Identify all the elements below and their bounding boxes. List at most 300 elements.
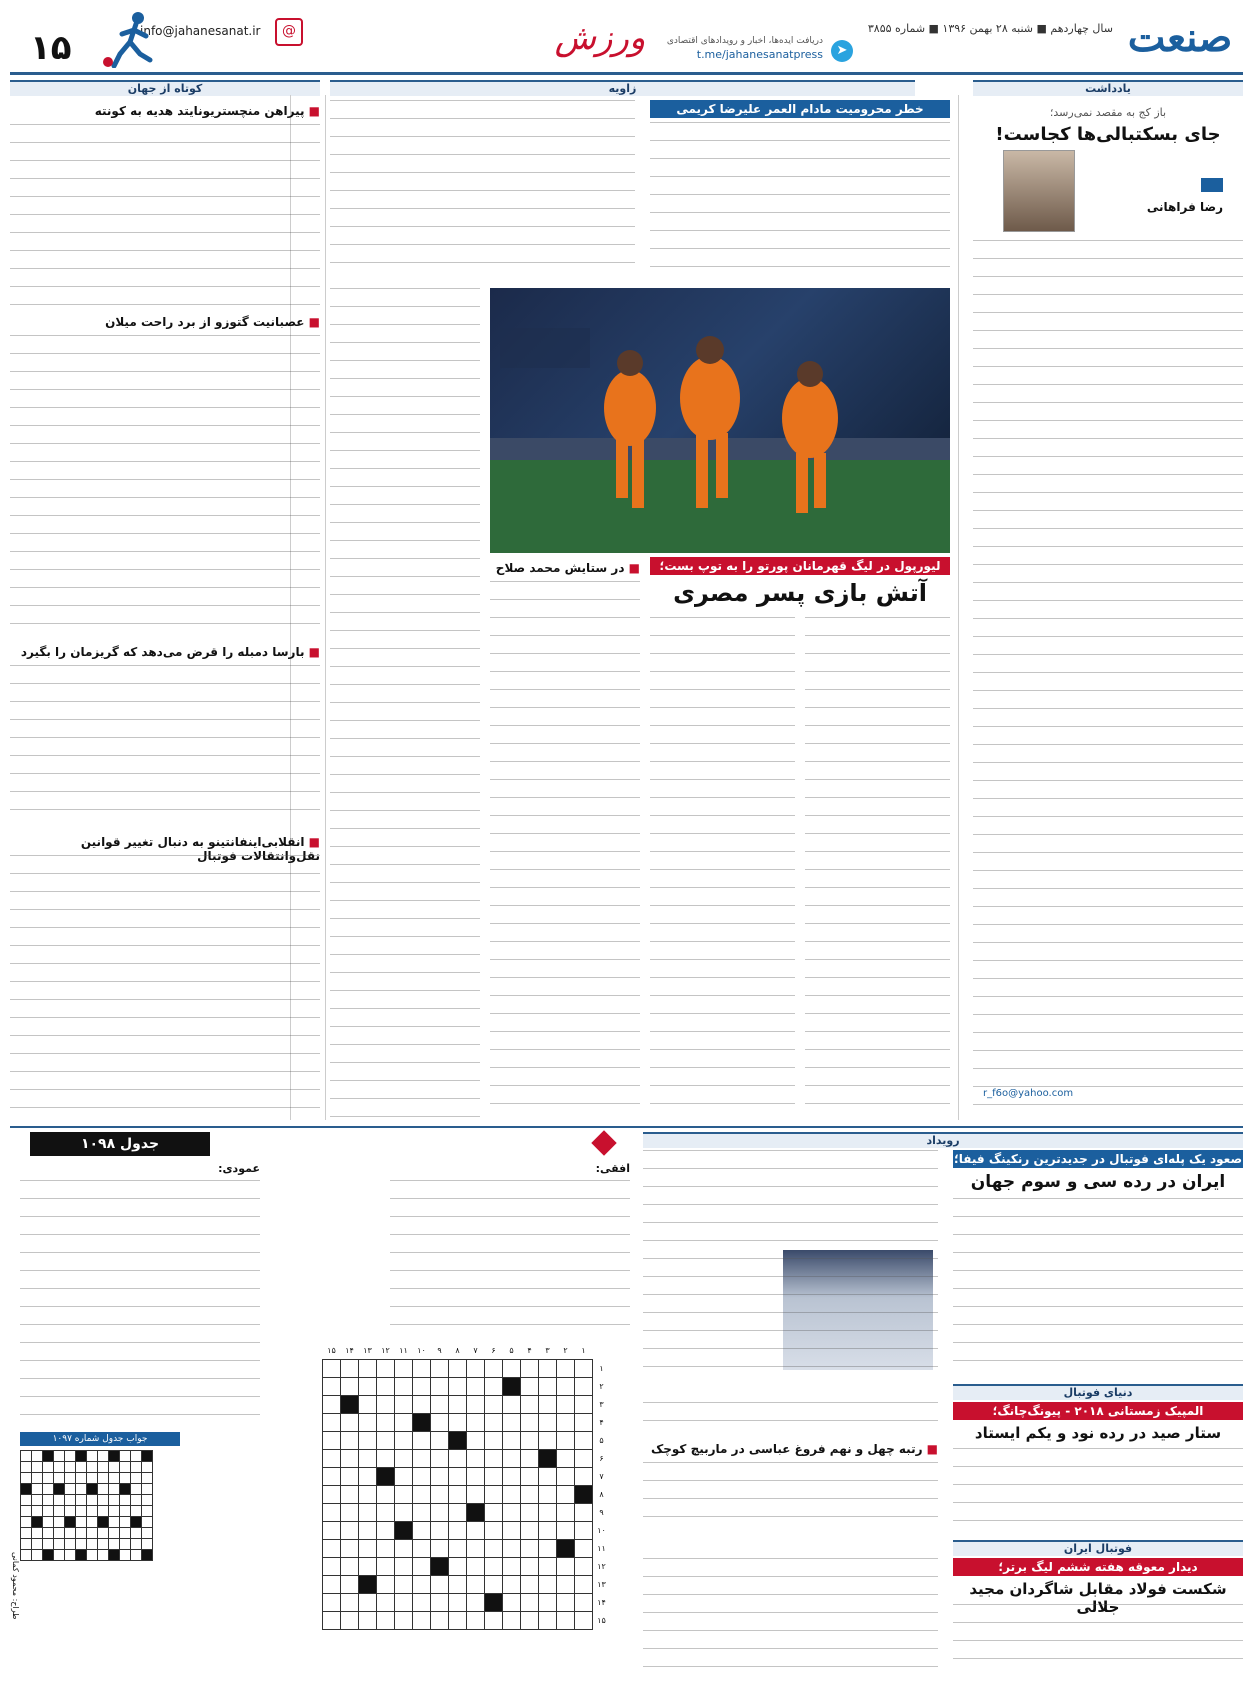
grid-cell[interactable] xyxy=(341,1378,359,1396)
grid-cell[interactable] xyxy=(467,1522,485,1540)
answer-cell xyxy=(120,1495,131,1506)
grid-cell[interactable] xyxy=(485,1558,503,1576)
grid-cell[interactable] xyxy=(485,1486,503,1504)
grid-cell[interactable] xyxy=(377,1414,395,1432)
grid-cell[interactable] xyxy=(341,1594,359,1612)
answer-cell xyxy=(21,1462,32,1473)
grid-cell[interactable] xyxy=(503,1522,521,1540)
grid-cell[interactable] xyxy=(377,1522,395,1540)
grid-cell[interactable] xyxy=(503,1558,521,1576)
grid-cell[interactable] xyxy=(341,1612,359,1630)
grid-cell[interactable] xyxy=(539,1360,557,1378)
grid-cell[interactable] xyxy=(521,1468,539,1486)
grid-cell xyxy=(485,1594,503,1612)
answer-cell xyxy=(76,1550,87,1561)
grid-cell[interactable] xyxy=(557,1486,575,1504)
grid-cell[interactable] xyxy=(431,1594,449,1612)
grid-cell[interactable] xyxy=(557,1504,575,1522)
grid-cell[interactable] xyxy=(557,1594,575,1612)
grid-cell[interactable] xyxy=(377,1378,395,1396)
grid-cell[interactable] xyxy=(449,1360,467,1378)
grid-cell[interactable] xyxy=(485,1432,503,1450)
grid-cell[interactable] xyxy=(521,1396,539,1414)
grid-cell[interactable] xyxy=(323,1414,341,1432)
grid-cell[interactable] xyxy=(395,1378,413,1396)
grid-cell[interactable] xyxy=(395,1432,413,1450)
grid-cell[interactable] xyxy=(413,1594,431,1612)
grid-cell[interactable] xyxy=(503,1594,521,1612)
grid-cell[interactable] xyxy=(521,1486,539,1504)
bullet-icon: ■ xyxy=(304,645,320,659)
world-column xyxy=(10,100,320,1120)
grid-cell[interactable] xyxy=(395,1612,413,1630)
answer-cell xyxy=(21,1506,32,1517)
answer-cell xyxy=(109,1550,120,1561)
iran-football-bar: دیدار معوقه هفته ششم لیگ برتر؛ xyxy=(953,1558,1243,1576)
grid-cell[interactable] xyxy=(575,1450,593,1468)
answer-cell xyxy=(142,1539,153,1550)
grid-cell[interactable] xyxy=(341,1540,359,1558)
answer-row xyxy=(21,1451,153,1462)
grid-cell[interactable] xyxy=(395,1504,413,1522)
grid-cell[interactable] xyxy=(575,1522,593,1540)
corner-block xyxy=(330,100,950,280)
grid-cell[interactable] xyxy=(323,1450,341,1468)
grid-cell[interactable] xyxy=(539,1432,557,1450)
grid-cell[interactable] xyxy=(395,1468,413,1486)
grid-cell[interactable] xyxy=(539,1486,557,1504)
grid-cell[interactable] xyxy=(521,1612,539,1630)
grid-cell[interactable] xyxy=(485,1522,503,1540)
grid-cell[interactable] xyxy=(539,1378,557,1396)
grid-cell[interactable] xyxy=(431,1360,449,1378)
grid-cell[interactable] xyxy=(557,1558,575,1576)
grid-cell[interactable] xyxy=(449,1522,467,1540)
answer-cell xyxy=(54,1517,65,1528)
grid-cell[interactable] xyxy=(323,1504,341,1522)
grid-cell xyxy=(413,1414,431,1432)
grid-cell[interactable] xyxy=(485,1450,503,1468)
grid-cell[interactable] xyxy=(521,1558,539,1576)
grid-cell[interactable] xyxy=(323,1612,341,1630)
answer-cell xyxy=(21,1451,32,1462)
grid-cell[interactable] xyxy=(341,1432,359,1450)
answer-cell xyxy=(21,1517,32,1528)
grid-cell[interactable] xyxy=(449,1594,467,1612)
grid-cell[interactable] xyxy=(377,1540,395,1558)
grid-cell[interactable] xyxy=(377,1486,395,1504)
down-clues xyxy=(20,1180,260,1420)
grid-cell[interactable] xyxy=(323,1576,341,1594)
grid-cell[interactable] xyxy=(521,1594,539,1612)
grid-cell[interactable] xyxy=(359,1450,377,1468)
grid-cell[interactable] xyxy=(359,1558,377,1576)
grid-cell[interactable] xyxy=(413,1396,431,1414)
grid-cell[interactable] xyxy=(575,1504,593,1522)
band-event: رویداد xyxy=(643,1132,1243,1148)
grid-cell[interactable] xyxy=(431,1468,449,1486)
contact-email[interactable]: info@jahanesanat.ir xyxy=(140,24,261,38)
grid-cell[interactable] xyxy=(359,1414,377,1432)
grid-cell[interactable] xyxy=(449,1378,467,1396)
world-football-body-left xyxy=(643,1402,938,1438)
diamond-icon xyxy=(591,1130,616,1155)
grid-cell[interactable] xyxy=(557,1396,575,1414)
grid-cell[interactable] xyxy=(359,1594,377,1612)
answer-cell xyxy=(87,1462,98,1473)
grid-cell[interactable] xyxy=(539,1504,557,1522)
grid-cell[interactable] xyxy=(575,1414,593,1432)
answer-cell xyxy=(43,1484,54,1495)
grid-cell[interactable] xyxy=(431,1612,449,1630)
grid-cell[interactable] xyxy=(413,1432,431,1450)
grid-cell[interactable] xyxy=(413,1522,431,1540)
grid-cell[interactable] xyxy=(557,1576,575,1594)
grid-cell[interactable] xyxy=(503,1432,521,1450)
grid-cell[interactable] xyxy=(557,1468,575,1486)
grid-cell[interactable] xyxy=(503,1486,521,1504)
grid-cell[interactable] xyxy=(521,1450,539,1468)
grid-row xyxy=(323,1594,611,1612)
grid-cell[interactable] xyxy=(467,1612,485,1630)
grid-cell[interactable] xyxy=(485,1612,503,1630)
grid-row-number: ۸ xyxy=(599,1490,604,1499)
note-email[interactable]: r_f6o@yahoo.com xyxy=(983,1088,1074,1099)
grid-cell[interactable] xyxy=(521,1378,539,1396)
grid-cell[interactable] xyxy=(467,1450,485,1468)
grid-cell[interactable] xyxy=(341,1414,359,1432)
answer-cell xyxy=(131,1473,142,1484)
grid-cell[interactable] xyxy=(539,1414,557,1432)
grid-cell[interactable] xyxy=(575,1468,593,1486)
side-body xyxy=(330,288,480,1118)
grid-cell[interactable] xyxy=(557,1432,575,1450)
grid-cell[interactable] xyxy=(377,1576,395,1594)
grid-cell[interactable] xyxy=(359,1378,377,1396)
answer-cell xyxy=(65,1495,76,1506)
grid-cell[interactable] xyxy=(323,1522,341,1540)
main-photo xyxy=(490,288,950,553)
grid-cell[interactable] xyxy=(485,1540,503,1558)
grid-cell[interactable] xyxy=(467,1360,485,1378)
grid-cell[interactable] xyxy=(521,1540,539,1558)
grid-cell[interactable] xyxy=(539,1540,557,1558)
grid-cell[interactable] xyxy=(539,1594,557,1612)
grid-row-number: ۱۵ xyxy=(597,1616,606,1625)
grid-cell[interactable] xyxy=(395,1576,413,1594)
grid-cell[interactable] xyxy=(413,1504,431,1522)
answer-cell xyxy=(87,1484,98,1495)
grid-cell[interactable] xyxy=(449,1486,467,1504)
grid-cell[interactable] xyxy=(449,1576,467,1594)
grid-cell[interactable] xyxy=(467,1378,485,1396)
grid-cell[interactable] xyxy=(575,1378,593,1396)
grid-cell[interactable] xyxy=(503,1450,521,1468)
grid-cell[interactable] xyxy=(431,1540,449,1558)
grid-col-number: ۷ xyxy=(473,1346,478,1355)
grid-cell[interactable] xyxy=(557,1612,575,1630)
answer-cell xyxy=(120,1462,131,1473)
grid-cell[interactable] xyxy=(521,1504,539,1522)
grid-cell[interactable] xyxy=(395,1360,413,1378)
grid-cell[interactable] xyxy=(467,1558,485,1576)
telegram-link[interactable]: t.me/jahanesanatpress xyxy=(696,48,823,61)
grid-cell[interactable] xyxy=(377,1594,395,1612)
grid-cell[interactable] xyxy=(359,1468,377,1486)
grid-cell[interactable] xyxy=(413,1360,431,1378)
grid-cell[interactable] xyxy=(557,1522,575,1540)
grid-cell[interactable] xyxy=(575,1558,593,1576)
answer-cell xyxy=(54,1451,65,1462)
grid-cell[interactable] xyxy=(431,1414,449,1432)
grid-cell[interactable] xyxy=(557,1414,575,1432)
grid-cell[interactable] xyxy=(341,1576,359,1594)
answer-cell xyxy=(43,1462,54,1473)
grid-cell[interactable] xyxy=(359,1396,377,1414)
event-bar: صعود یک پله‌ای فوتبال در جدیدترین رنکینگ فیفا؛ xyxy=(953,1152,1243,1166)
grid-cell[interactable] xyxy=(449,1612,467,1630)
crossword-title: جدول ۱۰۹۸ xyxy=(30,1132,210,1156)
world-item-title-1 xyxy=(10,104,320,118)
grid-row-number: ۱۱ xyxy=(597,1544,606,1553)
down-label: عمودی: xyxy=(218,1162,260,1175)
grid-cell[interactable] xyxy=(323,1396,341,1414)
grid-cell[interactable] xyxy=(359,1522,377,1540)
issue-line: سال چهاردهم ■ شنبه ۲۸ بهمن ۱۳۹۶ ■ شماره ۳۸۵۵ xyxy=(867,22,1113,35)
grid-cell[interactable] xyxy=(521,1360,539,1378)
answer-cell xyxy=(32,1506,43,1517)
grid-cell[interactable] xyxy=(467,1540,485,1558)
answer-cell xyxy=(109,1495,120,1506)
grid-cell[interactable] xyxy=(377,1360,395,1378)
grid-cell[interactable] xyxy=(503,1576,521,1594)
grid-cell[interactable] xyxy=(431,1450,449,1468)
grid-cell[interactable] xyxy=(413,1612,431,1630)
answer-row xyxy=(21,1550,153,1561)
answer-cell xyxy=(32,1517,43,1528)
band-world: کوتاه از جهان xyxy=(10,80,320,96)
grid-cell[interactable] xyxy=(449,1558,467,1576)
grid-cell[interactable] xyxy=(575,1594,593,1612)
grid-cell[interactable] xyxy=(467,1414,485,1432)
grid-col-number: ۱۰ xyxy=(417,1346,426,1355)
grid-row-number: ۱۳ xyxy=(597,1580,606,1589)
grid-row xyxy=(323,1576,611,1594)
grid-cell[interactable] xyxy=(377,1504,395,1522)
grid-cell[interactable] xyxy=(323,1558,341,1576)
grid-cell[interactable] xyxy=(413,1540,431,1558)
answer-cell xyxy=(54,1462,65,1473)
grid-cell[interactable] xyxy=(539,1396,557,1414)
grid-cell[interactable] xyxy=(377,1432,395,1450)
grid-cell[interactable] xyxy=(359,1504,377,1522)
main-body-left xyxy=(650,617,795,1117)
grid-cell[interactable] xyxy=(503,1540,521,1558)
grid-cell[interactable] xyxy=(395,1486,413,1504)
grid-cell[interactable] xyxy=(359,1360,377,1378)
answer-cell xyxy=(109,1517,120,1528)
event-body xyxy=(953,1198,1243,1378)
grid-cell[interactable] xyxy=(377,1396,395,1414)
grid-cell[interactable] xyxy=(539,1468,557,1486)
grid-cell[interactable] xyxy=(377,1558,395,1576)
grid-cell[interactable] xyxy=(377,1450,395,1468)
grid-cell[interactable] xyxy=(341,1558,359,1576)
grid-cell[interactable] xyxy=(341,1486,359,1504)
grid-cell[interactable] xyxy=(575,1540,593,1558)
crossword-grid[interactable] xyxy=(322,1342,610,1630)
grid-cell[interactable] xyxy=(395,1558,413,1576)
grid-cell[interactable] xyxy=(503,1612,521,1630)
grid-cell[interactable] xyxy=(431,1432,449,1450)
grid-cell[interactable] xyxy=(395,1450,413,1468)
grid-cell[interactable] xyxy=(413,1378,431,1396)
band-note: یادداشت xyxy=(973,80,1243,96)
grid-cell[interactable] xyxy=(575,1396,593,1414)
grid-row-number: ۱۴ xyxy=(597,1598,606,1607)
grid-cell[interactable] xyxy=(485,1360,503,1378)
grid-cell xyxy=(341,1396,359,1414)
grid-cell[interactable] xyxy=(521,1432,539,1450)
grid-cell[interactable] xyxy=(413,1576,431,1594)
answer-cell xyxy=(43,1473,54,1484)
grid-cell[interactable] xyxy=(449,1414,467,1432)
answer-cell xyxy=(76,1528,87,1539)
answer-cell xyxy=(131,1539,142,1550)
grid-cell[interactable] xyxy=(485,1576,503,1594)
grid-cell[interactable] xyxy=(485,1378,503,1396)
grid-cell[interactable] xyxy=(467,1594,485,1612)
answer-cell xyxy=(131,1484,142,1495)
grid-cell[interactable] xyxy=(359,1486,377,1504)
answer-cell xyxy=(43,1451,54,1462)
grid-cell[interactable] xyxy=(557,1378,575,1396)
grid-cell[interactable] xyxy=(485,1414,503,1432)
grid-cell[interactable] xyxy=(413,1450,431,1468)
answer-cell xyxy=(32,1462,43,1473)
grid-cell[interactable] xyxy=(341,1522,359,1540)
grid-cell[interactable] xyxy=(395,1594,413,1612)
grid-cell[interactable] xyxy=(539,1558,557,1576)
grid-cell[interactable] xyxy=(503,1468,521,1486)
answer-cell xyxy=(142,1473,153,1484)
grid-cell[interactable] xyxy=(449,1540,467,1558)
grid-cell[interactable] xyxy=(503,1414,521,1432)
grid-cell[interactable] xyxy=(341,1504,359,1522)
grid-cell[interactable] xyxy=(323,1468,341,1486)
grid-cell[interactable] xyxy=(413,1486,431,1504)
grid-cell[interactable] xyxy=(521,1414,539,1432)
answer-cell xyxy=(76,1506,87,1517)
grid-cell[interactable] xyxy=(557,1450,575,1468)
grid-cell[interactable] xyxy=(341,1468,359,1486)
grid-cell[interactable] xyxy=(521,1576,539,1594)
grid-cell[interactable] xyxy=(485,1504,503,1522)
grid-row xyxy=(323,1540,611,1558)
grid-cell[interactable] xyxy=(431,1396,449,1414)
band-corner: زاویه xyxy=(330,80,915,96)
grid-cell[interactable] xyxy=(467,1486,485,1504)
grid-cell[interactable] xyxy=(359,1432,377,1450)
grid-cell[interactable] xyxy=(413,1558,431,1576)
grid-cell[interactable] xyxy=(539,1612,557,1630)
grid-cell[interactable] xyxy=(575,1360,593,1378)
grid-cell[interactable] xyxy=(359,1612,377,1630)
pen-icon xyxy=(1201,178,1223,192)
iran-football-body xyxy=(953,1604,1243,1672)
answer-cell xyxy=(120,1484,131,1495)
grid-cell[interactable] xyxy=(467,1396,485,1414)
grid-cell[interactable] xyxy=(413,1468,431,1486)
answer-cell xyxy=(120,1528,131,1539)
answer-cell xyxy=(65,1528,76,1539)
answer-cell xyxy=(131,1550,142,1561)
grid-cell[interactable] xyxy=(431,1378,449,1396)
grid-cell[interactable] xyxy=(377,1612,395,1630)
grid-cell[interactable] xyxy=(341,1360,359,1378)
grid-cell[interactable] xyxy=(395,1414,413,1432)
grid-cell[interactable] xyxy=(485,1468,503,1486)
grid-cell[interactable] xyxy=(575,1576,593,1594)
grid-cell[interactable] xyxy=(323,1360,341,1378)
grid-cell[interactable] xyxy=(359,1540,377,1558)
world-item-body-4 xyxy=(10,855,320,1110)
grid-cell[interactable] xyxy=(557,1360,575,1378)
grid-cell[interactable] xyxy=(395,1396,413,1414)
grid-cell[interactable] xyxy=(521,1522,539,1540)
grid-col-number: ۸ xyxy=(455,1346,460,1355)
grid-row xyxy=(323,1468,611,1486)
grid-cell[interactable] xyxy=(431,1522,449,1540)
grid-cell[interactable] xyxy=(467,1576,485,1594)
grid-cell[interactable] xyxy=(485,1396,503,1414)
grid-cell[interactable] xyxy=(503,1504,521,1522)
grid-cell[interactable] xyxy=(503,1396,521,1414)
grid-cell[interactable] xyxy=(395,1540,413,1558)
grid-cell[interactable] xyxy=(449,1450,467,1468)
answer-cell xyxy=(98,1451,109,1462)
grid-cell[interactable] xyxy=(467,1432,485,1450)
grid-cell[interactable] xyxy=(575,1612,593,1630)
grid-row-number: ۹ xyxy=(599,1508,604,1517)
grid-row-number: ۷ xyxy=(599,1472,604,1481)
grid-cell[interactable] xyxy=(341,1450,359,1468)
grid-cell[interactable] xyxy=(431,1576,449,1594)
grid-row xyxy=(323,1414,611,1432)
grid-row xyxy=(323,1450,611,1468)
grid-cell[interactable] xyxy=(539,1576,557,1594)
grid-cell[interactable] xyxy=(449,1504,467,1522)
grid-cell[interactable] xyxy=(323,1432,341,1450)
answer-cell xyxy=(76,1495,87,1506)
grid-cell[interactable] xyxy=(323,1594,341,1612)
grid-cell[interactable] xyxy=(449,1468,467,1486)
grid-cell[interactable] xyxy=(503,1360,521,1378)
grid-cell[interactable] xyxy=(575,1432,593,1450)
grid-cell[interactable] xyxy=(323,1486,341,1504)
answer-cell xyxy=(87,1550,98,1561)
grid-cell[interactable] xyxy=(449,1396,467,1414)
grid-cell[interactable] xyxy=(323,1378,341,1396)
world-item-title-3 xyxy=(10,645,320,659)
grid-cell[interactable] xyxy=(323,1540,341,1558)
grid-cell xyxy=(575,1486,593,1504)
grid-cell[interactable] xyxy=(431,1486,449,1504)
grid-cell[interactable] xyxy=(431,1504,449,1522)
answer-cell xyxy=(32,1550,43,1561)
grid-cell[interactable] xyxy=(467,1468,485,1486)
grid-cell[interactable] xyxy=(539,1522,557,1540)
